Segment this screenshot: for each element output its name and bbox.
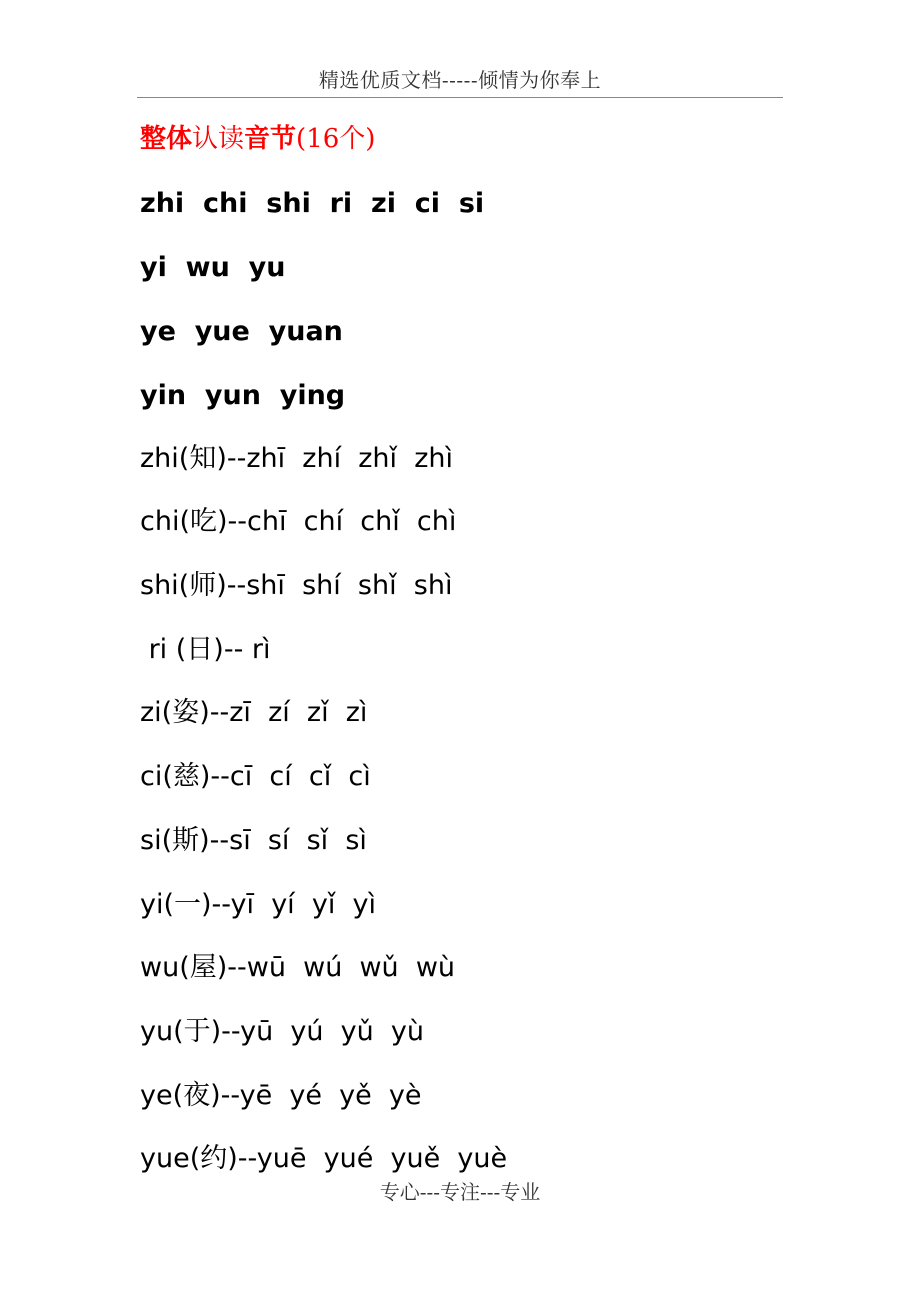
tone-line-yu: yu(于)--yū yú yǔ yù xyxy=(140,1016,425,1047)
tone-line-zi: zi(姿)--zī zí zǐ zì xyxy=(140,697,368,728)
header-divider xyxy=(137,97,783,98)
syllable-group-3: ye yue yuan xyxy=(140,316,343,347)
title-part-4: (16个) xyxy=(296,124,376,154)
tone-line-ye: ye(夜)--yē yé yě yè xyxy=(140,1080,422,1111)
syllable-group-1: zhi chi shi ri zi ci si xyxy=(140,188,485,219)
tone-line-ci: ci(慈)--cī cí cǐ cì xyxy=(140,761,371,792)
tone-line-shi: shi(师)--shī shí shǐ shì xyxy=(140,570,453,601)
tone-line-yue: yue(约)--yuē yué yuě yuè xyxy=(140,1143,508,1174)
syllable-group-2: yi wu yu xyxy=(140,252,286,283)
tone-line-wu: wu(屋)--wū wú wǔ wù xyxy=(140,952,456,983)
tone-line-zhi: zhi(知)--zhī zhí zhǐ zhì xyxy=(140,443,453,474)
tone-line-yi: yi(一)--yī yí yǐ yì xyxy=(140,889,376,920)
page-footer: 专心---专注---专业 xyxy=(379,1180,541,1204)
page-header: 精选优质文档-----倾情为你奉上 xyxy=(318,68,602,92)
syllable-group-4: yin yun ying xyxy=(140,380,346,411)
title-part-1: 整体 xyxy=(140,124,193,154)
tone-line-chi: chi(吃)--chī chí chǐ chì xyxy=(140,506,457,537)
tone-line-si: si(斯)--sī sí sǐ sì xyxy=(140,825,367,856)
tone-line-ri: ri (日)-- rì xyxy=(140,634,271,665)
title-part-3: 音节 xyxy=(244,124,297,154)
section-title xyxy=(140,118,375,155)
title-part-2: 认读 xyxy=(192,124,245,154)
